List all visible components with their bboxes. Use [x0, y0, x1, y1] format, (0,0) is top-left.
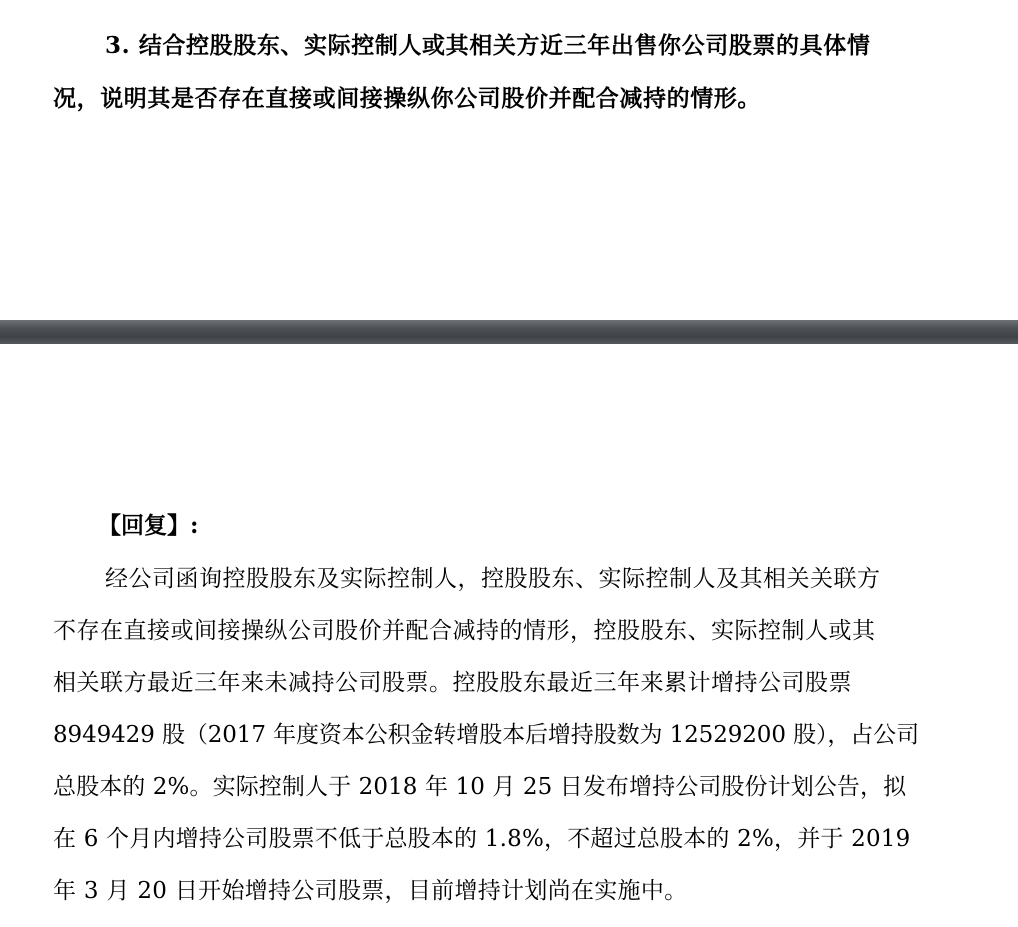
- reply-line-6: 在 6 个月内增持公司股票不低于总股本的 1.8%，不超过总股本的 2%，并于 2019: [53, 826, 911, 852]
- reply-line-4: 8949429 股（2017 年度资本公积金转增股本后增持股数为 12529200 股），占公司: [53, 722, 919, 748]
- document-page-top: [0, 0, 1018, 320]
- document-page-bottom: [0, 344, 1018, 927]
- reply-line-7: 年 3 月 20 日开始增持公司股票，目前增持计划尚在实施中。: [53, 878, 688, 904]
- question-line-1: 3. 结合控股股东、实际控制人或其相关方近三年出售你公司股票的具体情: [105, 32, 871, 59]
- reply-heading: 【回复】:: [98, 512, 199, 539]
- question-line-2: 况，说明其是否存在直接或间接操纵你公司股价并配合减持的情形。: [53, 85, 761, 112]
- reply-line-5: 总股本的 2%。实际控制人于 2018 年 10 月 25 日发布增持公司股份计划公告，拟: [53, 774, 907, 800]
- reply-line-3: 相关联方最近三年来未减持公司股票。控股股东最近三年来累计增持公司股票: [53, 670, 852, 696]
- reply-line-1: 经公司函询控股股东及实际控制人，控股股东、实际控制人及其相关关联方: [105, 566, 881, 592]
- page-break-divider: [0, 320, 1018, 344]
- reply-line-2: 不存在直接或间接操纵公司股价并配合减持的情形，控股股东、实际控制人或其: [53, 618, 876, 644]
